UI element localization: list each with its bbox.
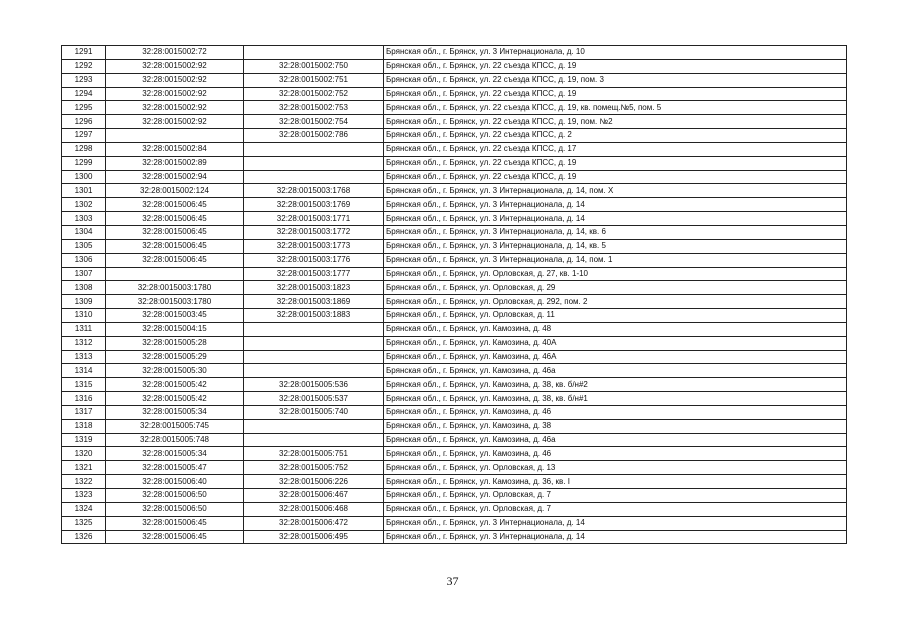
- row-number-cell: 1324: [62, 502, 106, 516]
- parcel-number-cell: 32:28:0015006:45: [106, 212, 244, 226]
- table-row: [62, 433, 847, 447]
- object-number-cell: [244, 156, 384, 170]
- address-cell: Брянская обл., г. Брянск, ул. 22 съезда КПСС, д. 19: [384, 87, 847, 101]
- object-number-cell: [244, 336, 384, 350]
- object-number-cell: 32:28:0015003:1772: [244, 225, 384, 239]
- table-row: [62, 502, 847, 516]
- row-number-cell: 1291: [62, 46, 106, 60]
- row-number-cell: 1321: [62, 461, 106, 475]
- row-number-cell: 1312: [62, 336, 106, 350]
- row-number-cell: 1299: [62, 156, 106, 170]
- table-row: [62, 447, 847, 461]
- object-number-cell: 32:28:0015006:495: [244, 530, 384, 544]
- object-number-cell: [244, 46, 384, 60]
- row-number-cell: 1305: [62, 239, 106, 253]
- parcel-number-cell: 32:28:0015003:1780: [106, 281, 244, 295]
- row-number-cell: 1313: [62, 350, 106, 364]
- parcel-number-cell: 32:28:0015002:92: [106, 101, 244, 115]
- address-cell: Брянская обл., г. Брянск, ул. 22 съезда КПСС, д. 17: [384, 142, 847, 156]
- object-number-cell: 32:28:0015003:1776: [244, 253, 384, 267]
- object-number-cell: 32:28:0015003:1773: [244, 239, 384, 253]
- table-row: [62, 419, 847, 433]
- object-number-cell: [244, 350, 384, 364]
- row-number-cell: 1298: [62, 142, 106, 156]
- parcel-number-cell: 32:28:0015006:45: [106, 198, 244, 212]
- row-number-cell: 1300: [62, 170, 106, 184]
- address-cell: Брянская обл., г. Брянск, ул. Орловская, д. 7: [384, 489, 847, 503]
- parcel-number-cell: 32:28:0015003:1780: [106, 295, 244, 309]
- table-row: [62, 142, 847, 156]
- address-cell: Брянская обл., г. Брянск, ул. Камозина, д. 46а: [384, 433, 847, 447]
- table-row: [62, 212, 847, 226]
- address-cell: Брянская обл., г. Брянск, ул. Орловская, д. 29: [384, 281, 847, 295]
- table-row: [62, 170, 847, 184]
- parcel-number-cell: 32:28:0015005:745: [106, 419, 244, 433]
- parcel-number-cell: 32:28:0015002:92: [106, 73, 244, 87]
- parcel-number-cell: 32:28:0015006:50: [106, 489, 244, 503]
- row-number-cell: 1314: [62, 364, 106, 378]
- row-number-cell: 1315: [62, 378, 106, 392]
- parcel-number-cell: 32:28:0015006:45: [106, 530, 244, 544]
- table-row: [62, 322, 847, 336]
- address-cell: Брянская обл., г. Брянск, ул. Камозина, д. 38, кв. б/н#2: [384, 378, 847, 392]
- address-cell: Брянская обл., г. Брянск, ул. 3 Интернационала, д. 14, пом. 1: [384, 253, 847, 267]
- parcel-number-cell: 32:28:0015006:45: [106, 516, 244, 530]
- table-row: [62, 530, 847, 544]
- address-cell: Брянская обл., г. Брянск, ул. 22 съезда КПСС, д. 19: [384, 59, 847, 73]
- page-number: 37: [446, 574, 459, 588]
- row-number-cell: 1326: [62, 530, 106, 544]
- address-cell: Брянская обл., г. Брянск, ул. Орловская, д. 292, пом. 2: [384, 295, 847, 309]
- address-cell: Брянская обл., г. Брянск, ул. 3 Интернационала, д. 14: [384, 198, 847, 212]
- table-row: [62, 156, 847, 170]
- cadastral-table: [61, 45, 847, 544]
- parcel-number-cell: 32:28:0015002:92: [106, 87, 244, 101]
- address-cell: Брянская обл., г. Брянск, ул. 3 Интернационала, д. 10: [384, 46, 847, 60]
- parcel-number-cell: 32:28:0015005:42: [106, 378, 244, 392]
- parcel-number-cell: 32:28:0015002:124: [106, 184, 244, 198]
- parcel-number-cell: 32:28:0015006:40: [106, 475, 244, 489]
- parcel-number-cell: 32:28:0015006:45: [106, 239, 244, 253]
- parcel-number-cell: 32:28:0015005:748: [106, 433, 244, 447]
- table-row: [62, 253, 847, 267]
- address-cell: Брянская обл., г. Брянск, ул. 3 Интернационала, д. 14: [384, 530, 847, 544]
- address-cell: Брянская обл., г. Брянск, ул. Камозина, д. 40А: [384, 336, 847, 350]
- row-number-cell: 1296: [62, 115, 106, 129]
- table-row: [62, 516, 847, 530]
- parcel-number-cell: 32:28:0015004:15: [106, 322, 244, 336]
- object-number-cell: 32:28:0015005:752: [244, 461, 384, 475]
- row-number-cell: 1294: [62, 87, 106, 101]
- row-number-cell: 1311: [62, 322, 106, 336]
- parcel-number-cell: 32:28:0015003:45: [106, 309, 244, 323]
- row-number-cell: 1292: [62, 59, 106, 73]
- object-number-cell: 32:28:0015003:1883: [244, 309, 384, 323]
- address-cell: Брянская обл., г. Брянск, ул. 22 съезда КПСС, д. 19, кв. помещ.№5, пом. 5: [384, 101, 847, 115]
- object-number-cell: 32:28:0015002:786: [244, 129, 384, 143]
- row-number-cell: 1302: [62, 198, 106, 212]
- parcel-number-cell: 32:28:0015002:92: [106, 59, 244, 73]
- address-cell: Брянская обл., г. Брянск, ул. 22 съезда КПСС, д. 19, пом. 3: [384, 73, 847, 87]
- address-cell: Брянская обл., г. Брянск, ул. Камозина, д. 46а: [384, 364, 847, 378]
- object-number-cell: 32:28:0015002:754: [244, 115, 384, 129]
- table-row: [62, 336, 847, 350]
- object-number-cell: [244, 322, 384, 336]
- row-number-cell: 1309: [62, 295, 106, 309]
- object-number-cell: 32:28:0015003:1769: [244, 198, 384, 212]
- parcel-number-cell: 32:28:0015002:72: [106, 46, 244, 60]
- row-number-cell: 1301: [62, 184, 106, 198]
- object-number-cell: 32:28:0015003:1768: [244, 184, 384, 198]
- row-number-cell: 1325: [62, 516, 106, 530]
- table-row: [62, 129, 847, 143]
- parcel-number-cell: 32:28:0015005:42: [106, 392, 244, 406]
- table-row: [62, 59, 847, 73]
- row-number-cell: 1310: [62, 309, 106, 323]
- object-number-cell: 32:28:0015002:751: [244, 73, 384, 87]
- parcel-number-cell: 32:28:0015005:28: [106, 336, 244, 350]
- address-cell: Брянская обл., г. Брянск, ул. Камозина, д. 36, кв. I: [384, 475, 847, 489]
- row-number-cell: 1320: [62, 447, 106, 461]
- address-cell: Брянская обл., г. Брянск, ул. Орловская, д. 7: [384, 502, 847, 516]
- table-row: [62, 378, 847, 392]
- object-number-cell: 32:28:0015003:1869: [244, 295, 384, 309]
- address-cell: Брянская обл., г. Брянск, ул. Камозина, д. 46: [384, 447, 847, 461]
- address-cell: Брянская обл., г. Брянск, ул. Камозина, д. 46А: [384, 350, 847, 364]
- object-number-cell: 32:28:0015002:750: [244, 59, 384, 73]
- table-row: [62, 87, 847, 101]
- object-number-cell: 32:28:0015006:226: [244, 475, 384, 489]
- parcel-number-cell: 32:28:0015005:47: [106, 461, 244, 475]
- row-number-cell: 1318: [62, 419, 106, 433]
- address-cell: Брянская обл., г. Брянск, ул. 3 Интернационала, д. 14, кв. 6: [384, 225, 847, 239]
- table-row: [62, 392, 847, 406]
- table-row: [62, 267, 847, 281]
- address-cell: Брянская обл., г. Брянск, ул. Камозина, д. 46: [384, 405, 847, 419]
- row-number-cell: 1307: [62, 267, 106, 281]
- table-row: [62, 461, 847, 475]
- row-number-cell: 1308: [62, 281, 106, 295]
- row-number-cell: 1322: [62, 475, 106, 489]
- table-row: [62, 350, 847, 364]
- address-cell: Брянская обл., г. Брянск, ул. 22 съезда КПСС, д. 19: [384, 170, 847, 184]
- table-row: [62, 475, 847, 489]
- object-number-cell: 32:28:0015005:536: [244, 378, 384, 392]
- object-number-cell: 32:28:0015003:1777: [244, 267, 384, 281]
- row-number-cell: 1316: [62, 392, 106, 406]
- parcel-number-cell: 32:28:0015005:29: [106, 350, 244, 364]
- parcel-number-cell: [106, 267, 244, 281]
- address-cell: Брянская обл., г. Брянск, ул. 3 Интернационала, д. 14, кв. 5: [384, 239, 847, 253]
- object-number-cell: 32:28:0015003:1823: [244, 281, 384, 295]
- row-number-cell: 1295: [62, 101, 106, 115]
- table-body: [62, 46, 847, 544]
- object-number-cell: 32:28:0015006:472: [244, 516, 384, 530]
- table-row: [62, 309, 847, 323]
- parcel-number-cell: 32:28:0015006:45: [106, 253, 244, 267]
- row-number-cell: 1303: [62, 212, 106, 226]
- table-row: [62, 239, 847, 253]
- address-cell: Брянская обл., г. Брянск, ул. 22 съезда КПСС, д. 2: [384, 129, 847, 143]
- table-row: [62, 46, 847, 60]
- table-row: [62, 198, 847, 212]
- table-row: [62, 115, 847, 129]
- parcel-number-cell: 32:28:0015005:34: [106, 447, 244, 461]
- parcel-number-cell: 32:28:0015005:30: [106, 364, 244, 378]
- table-row: [62, 405, 847, 419]
- row-number-cell: 1293: [62, 73, 106, 87]
- table-row: [62, 295, 847, 309]
- object-number-cell: 32:28:0015006:468: [244, 502, 384, 516]
- parcel-number-cell: 32:28:0015006:50: [106, 502, 244, 516]
- address-cell: Брянская обл., г. Брянск, ул. Камозина, д. 38, кв. б/н#1: [384, 392, 847, 406]
- table-row: [62, 364, 847, 378]
- parcel-number-cell: 32:28:0015006:45: [106, 225, 244, 239]
- object-number-cell: 32:28:0015006:467: [244, 489, 384, 503]
- row-number-cell: 1317: [62, 405, 106, 419]
- row-number-cell: 1304: [62, 225, 106, 239]
- address-cell: Брянская обл., г. Брянск, ул. 3 Интернационала, д. 14: [384, 212, 847, 226]
- address-cell: Брянская обл., г. Брянск, ул. Орловская, д. 11: [384, 309, 847, 323]
- object-number-cell: 32:28:0015002:753: [244, 101, 384, 115]
- parcel-number-cell: 32:28:0015005:34: [106, 405, 244, 419]
- object-number-cell: [244, 170, 384, 184]
- parcel-number-cell: [106, 129, 244, 143]
- object-number-cell: 32:28:0015005:537: [244, 392, 384, 406]
- parcel-number-cell: 32:28:0015002:89: [106, 156, 244, 170]
- object-number-cell: [244, 364, 384, 378]
- row-number-cell: 1319: [62, 433, 106, 447]
- address-cell: Брянская обл., г. Брянск, ул. 3 Интернационала, д. 14, пом. X: [384, 184, 847, 198]
- address-cell: Брянская обл., г. Брянск, ул. 3 Интернационала, д. 14: [384, 516, 847, 530]
- address-cell: Брянская обл., г. Брянск, ул. 22 съезда КПСС, д. 19, пом. №2: [384, 115, 847, 129]
- address-cell: Брянская обл., г. Брянск, ул. Камозина, д. 48: [384, 322, 847, 336]
- object-number-cell: [244, 433, 384, 447]
- address-cell: Брянская обл., г. Брянск, ул. Орловская, д. 13: [384, 461, 847, 475]
- table-row: [62, 184, 847, 198]
- table-row: [62, 73, 847, 87]
- parcel-number-cell: 32:28:0015002:84: [106, 142, 244, 156]
- object-number-cell: 32:28:0015002:752: [244, 87, 384, 101]
- parcel-number-cell: 32:28:0015002:94: [106, 170, 244, 184]
- address-cell: Брянская обл., г. Брянск, ул. 22 съезда КПСС, д. 19: [384, 156, 847, 170]
- table-row: [62, 101, 847, 115]
- row-number-cell: 1306: [62, 253, 106, 267]
- row-number-cell: 1323: [62, 489, 106, 503]
- address-cell: Брянская обл., г. Брянск, ул. Орловская, д. 27, кв. 1-10: [384, 267, 847, 281]
- table-row: [62, 281, 847, 295]
- object-number-cell: 32:28:0015003:1771: [244, 212, 384, 226]
- object-number-cell: 32:28:0015005:751: [244, 447, 384, 461]
- object-number-cell: [244, 419, 384, 433]
- object-number-cell: [244, 142, 384, 156]
- address-cell: Брянская обл., г. Брянск, ул. Камозина, д. 38: [384, 419, 847, 433]
- table-row: [62, 489, 847, 503]
- table-row: [62, 225, 847, 239]
- parcel-number-cell: 32:28:0015002:92: [106, 115, 244, 129]
- row-number-cell: 1297: [62, 129, 106, 143]
- object-number-cell: 32:28:0015005:740: [244, 405, 384, 419]
